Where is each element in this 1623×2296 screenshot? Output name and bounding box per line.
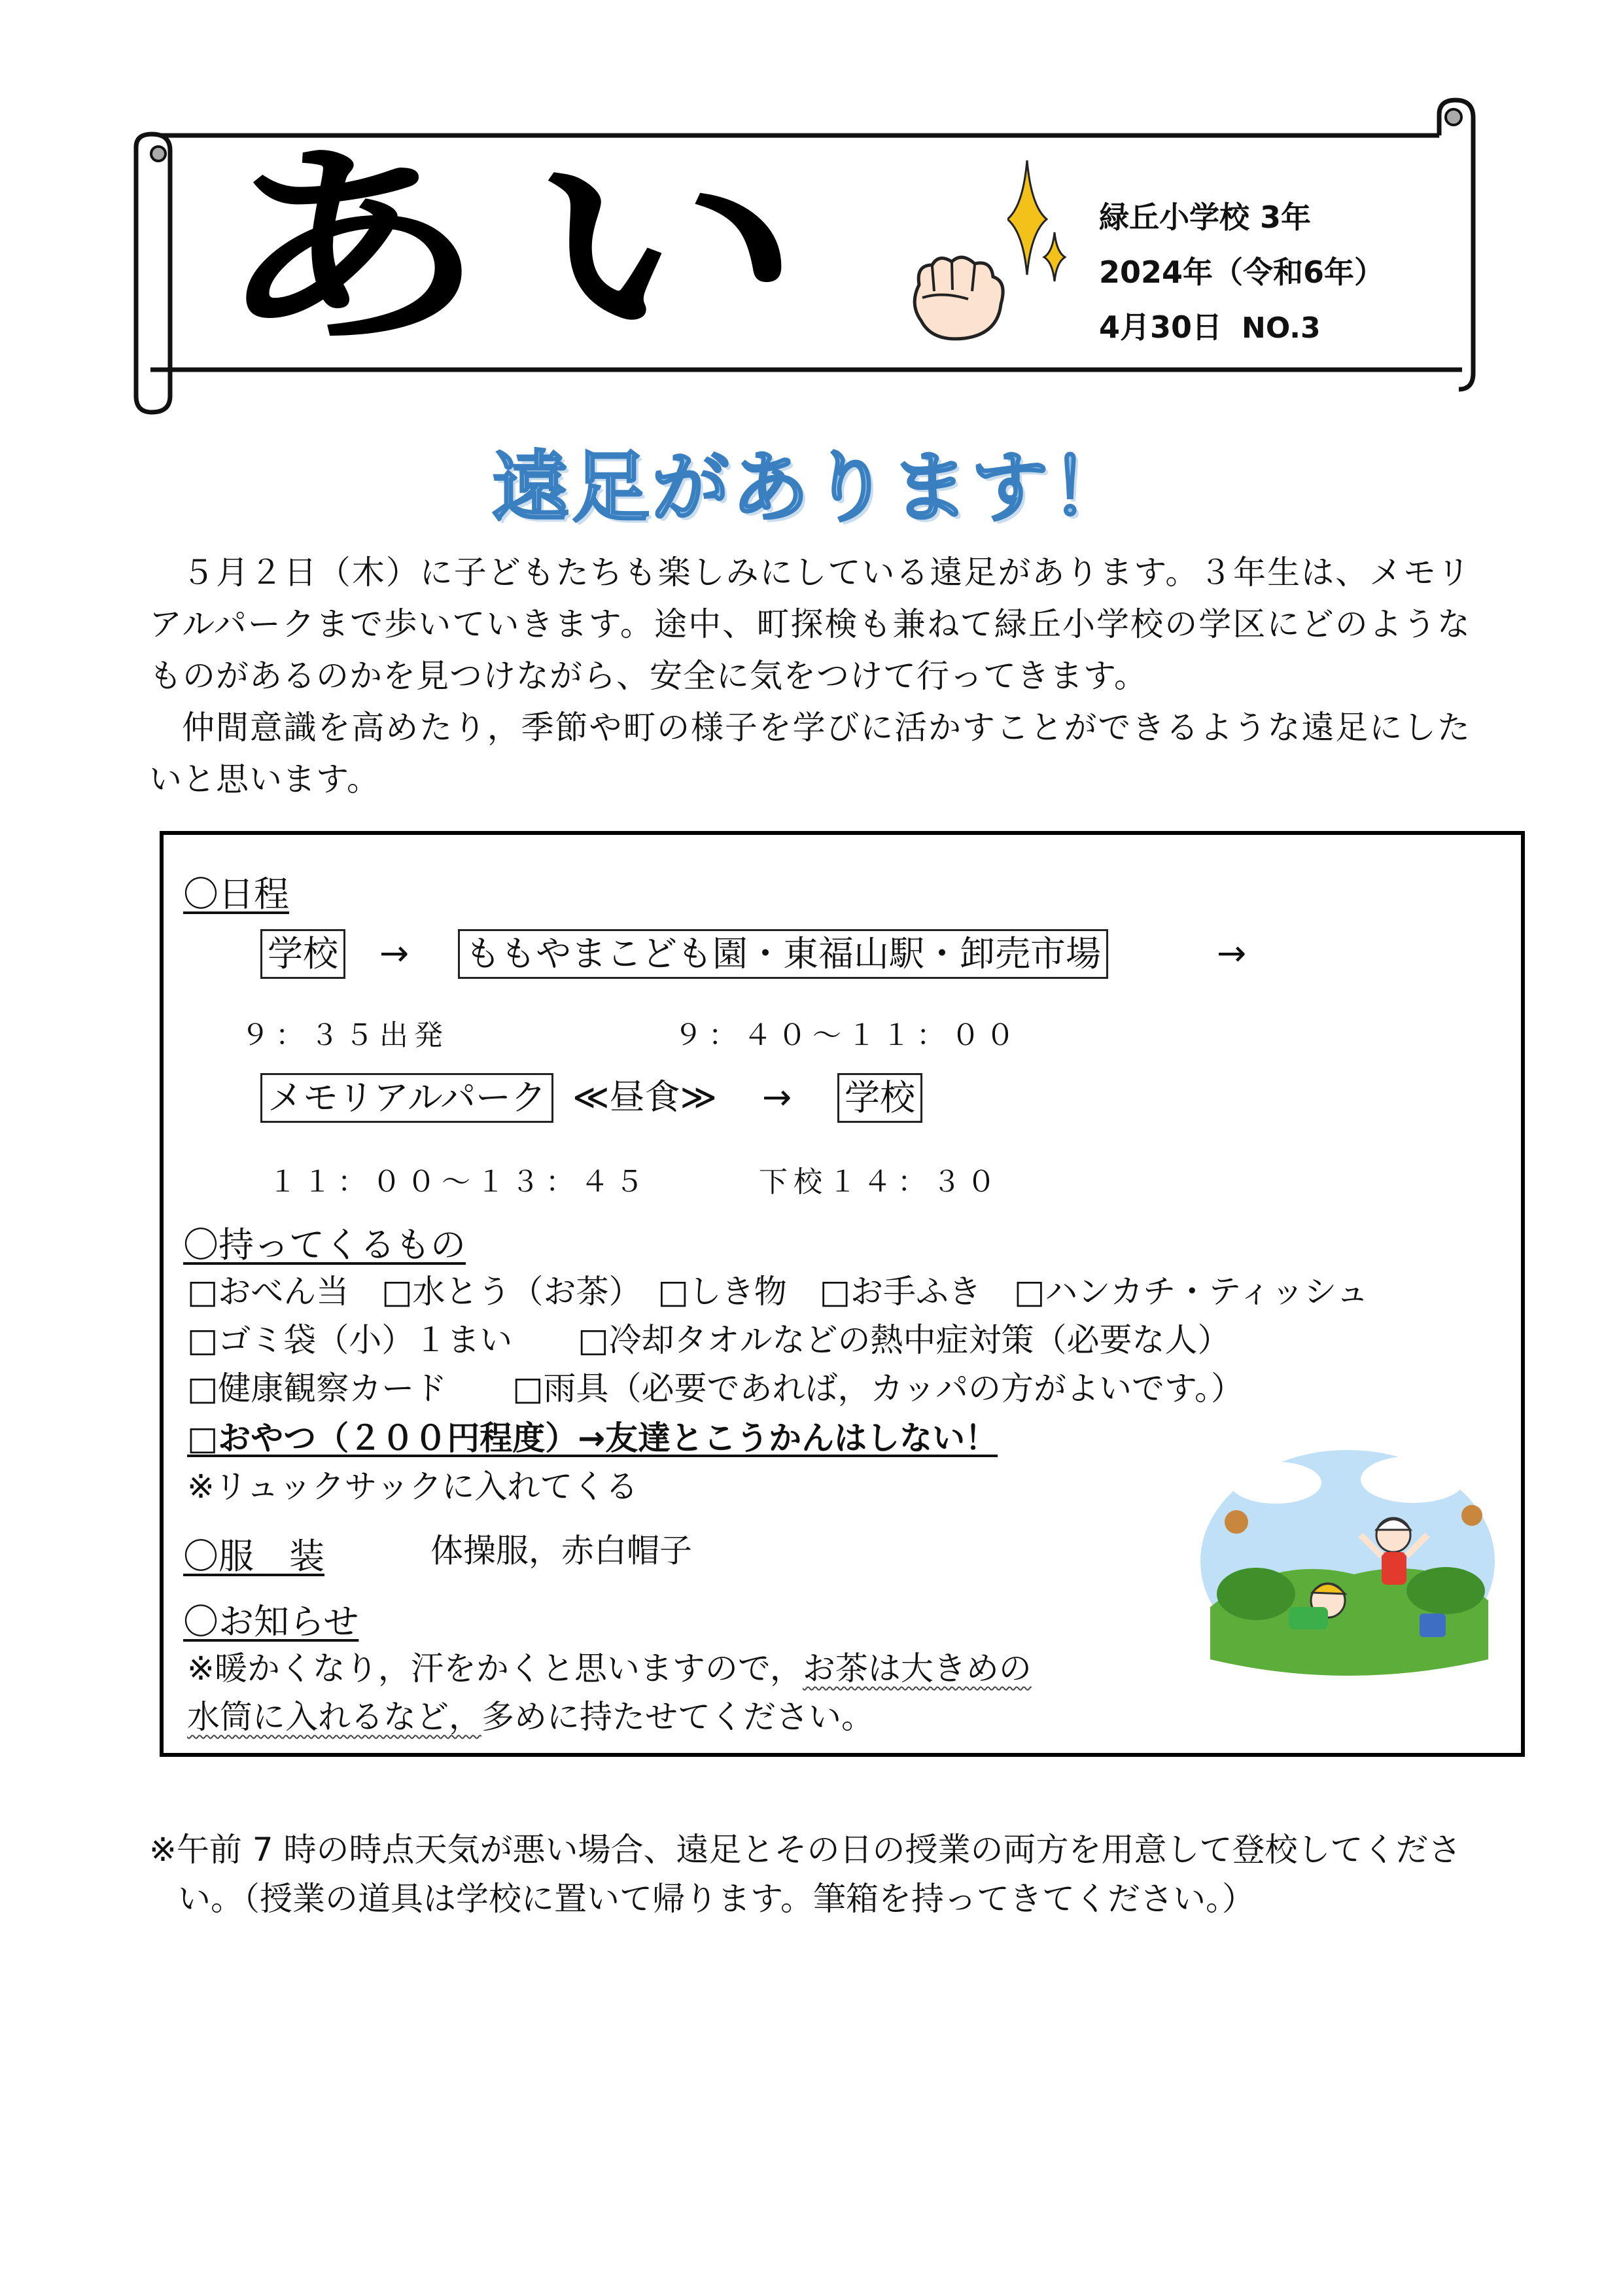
- intro-paragraph-2: 仲間意識を高めたり，季節や町の様子を学びに活かすことができるような遠足にしたいと思います。: [149, 709, 1471, 798]
- route-arrow-2: →: [1217, 932, 1247, 974]
- notice-line-2a: 水筒に入れるなど，: [187, 1698, 481, 1736]
- belongings-note: ※リュックサックに入れてくる: [187, 1468, 638, 1506]
- route-lunch: ≪昼食≫: [572, 1076, 718, 1118]
- footer-note: [149, 1826, 1497, 1924]
- headline: 遠足があります！: [492, 442, 1131, 533]
- notice-line-1a: ※暖かくなり，汗をかくと思いますので，: [187, 1650, 803, 1687]
- fist-icon: [903, 245, 1014, 350]
- clothing-heading: 〇服 装: [183, 1536, 324, 1577]
- route-memorial-park: メモリアルパーク: [260, 1073, 553, 1123]
- route-school-end: 学校: [837, 1073, 922, 1123]
- issue-date-line: [1099, 300, 1384, 356]
- belongings-line-3: □健康観察カード □雨具（必要であれば，カッパの方がよいです。）: [187, 1369, 1244, 1407]
- picnic-illustration: [1197, 1443, 1498, 1692]
- school-info: [1099, 190, 1384, 356]
- belongings-heading: 〇持ってくるもの: [183, 1224, 466, 1265]
- time-dismissal: 下校１４：３０: [759, 1165, 1002, 1199]
- intro-text: [149, 547, 1471, 805]
- issue-date: 4月30日: [1099, 309, 1223, 345]
- notice-line-2: [187, 1697, 874, 1737]
- notice-heading: 〇お知らせ: [183, 1601, 359, 1642]
- details-box: [160, 831, 1525, 1757]
- schedule-heading: 〇日程: [183, 874, 289, 915]
- time-depart: ９：３５出発: [241, 1019, 449, 1052]
- route-stops-middle: ももやまこども園・東福山駅・卸売市場: [458, 929, 1108, 979]
- route-arrow-1: →: [379, 932, 410, 974]
- notice-line-1: [187, 1649, 1032, 1688]
- school-class: 緑丘小学校 3年: [1099, 200, 1312, 235]
- belongings-line-1: □おべん当 □水とう（お茶） □しき物 □お手ふき □ハンカチ・ティッシュ: [187, 1273, 1369, 1311]
- time-visit: ９：４０〜１１：００: [674, 1019, 1021, 1052]
- newsletter-title: あい: [216, 123, 846, 374]
- route-school-start: 学校: [260, 929, 345, 979]
- clothing-value: 体操服，赤白帽子: [430, 1532, 692, 1570]
- issue-number: NO.3: [1242, 311, 1321, 345]
- notice-line-1b: お茶は大きめの: [802, 1650, 1032, 1687]
- footer-line-2: い。（授業の道具は学校に置いて帰ります。筆箱を持ってきてください。）: [178, 1880, 1255, 1918]
- belongings-line-2: □ゴミ袋（小）１まい □冷却タオルなどの熱中症対策（必要な人）: [187, 1321, 1230, 1359]
- issue-year: 2024年（令和6年）: [1099, 255, 1385, 290]
- footer-line-1: ※午前 7 時の時点天気が悪い場合、遠足とその日の授業の両方を用意して登校してくださ: [149, 1831, 1461, 1869]
- belongings-snack-rule: □おやつ（２００円程度）→友達とこうかんはしない！: [187, 1419, 998, 1457]
- intro-paragraph-1: ５月２日（木）に子どもたちも楽しみにしている遠足があります。３年生は、メモリアルパークまで歩いていきます。途中、町探検も兼ねて緑丘小学校の学区にどのようなものがあるのかを見つけながら、安全に気をつけて行ってきます。: [149, 554, 1471, 695]
- time-park: １１：００〜１３：４５: [268, 1165, 650, 1199]
- notice-line-2b: 多めに持たせてください。: [481, 1698, 874, 1736]
- sparkle-icon: [1007, 160, 1066, 285]
- route-arrow-3: →: [762, 1076, 792, 1118]
